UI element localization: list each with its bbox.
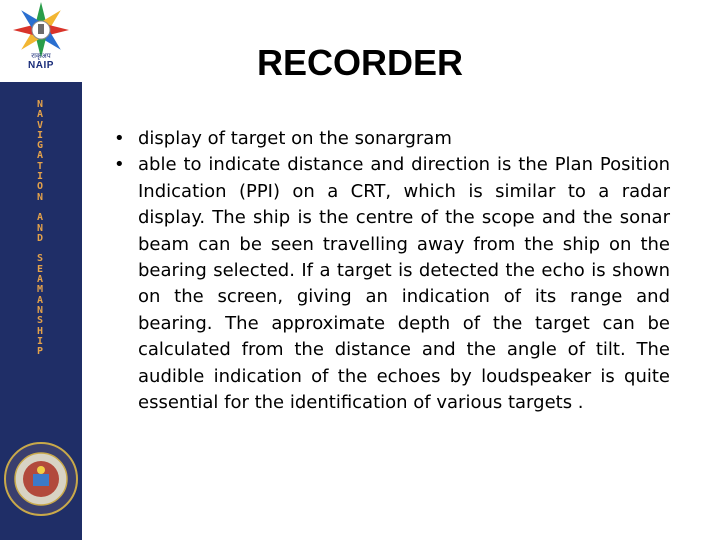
vertical-text-char: M (36, 284, 44, 296)
vertical-text-char: A (36, 109, 44, 121)
vertical-text-char: A (36, 212, 44, 224)
logo-hindi-text: राकृअप (31, 53, 51, 60)
bullet-dot-icon: • (114, 128, 125, 149)
vertical-text-char: A (36, 274, 44, 286)
vertical-text-char: E (36, 263, 44, 275)
vertical-text-char: G (36, 140, 44, 152)
sidebar (0, 0, 82, 540)
vertical-text-char: S (36, 253, 44, 265)
vertical-text-char: I (36, 335, 44, 347)
vertical-text-char: A (36, 150, 44, 162)
bullet-text: display of target on the sonargram (138, 128, 452, 149)
vertical-text-char: P (36, 346, 44, 358)
bullet-dot-icon: • (114, 154, 125, 176)
bullet-text: able to indicate distance and direction is the Plan Position Indication (PPI) on a CRT, which is similar to a radar display. The ship is the centre of the scope and the sonar beam can be seen travelling away from the ship on the bearing selected. If a target is detected the echo is shown on the screen, giving an indication of its range and bearing. The approximate depth of the target can be calculated from the distance and the angle of tilt. The audible indication of the echoes by loudspeaker is quite essential for the identification of various targets . (138, 154, 670, 414)
vertical-text-char: V (36, 119, 44, 131)
vertical-text-char: A (36, 294, 44, 306)
vertical-text-char: N (36, 99, 44, 110)
vertical-text-char: D (36, 232, 44, 244)
vertical-sidebar-text (30, 100, 50, 357)
college-seal-icon (2, 440, 80, 518)
vertical-text-char: T (36, 160, 44, 172)
vertical-text-char: S (36, 315, 44, 327)
vertical-text-char: N (36, 304, 44, 316)
vertical-text-char: I (36, 129, 44, 141)
bullet-list (114, 126, 670, 416)
bullet-item (114, 152, 670, 416)
vertical-text-char: N (36, 222, 44, 234)
slide-title: RECORDER (256, 42, 463, 83)
vertical-text-char: O (36, 181, 44, 193)
vertical-text-char: H (36, 325, 44, 337)
vertical-text-char: N (36, 191, 44, 203)
vertical-text-char: I (36, 171, 44, 183)
naip-logo (0, 0, 82, 82)
logo-text: NAIP (28, 60, 54, 71)
bullet-item (114, 126, 670, 152)
